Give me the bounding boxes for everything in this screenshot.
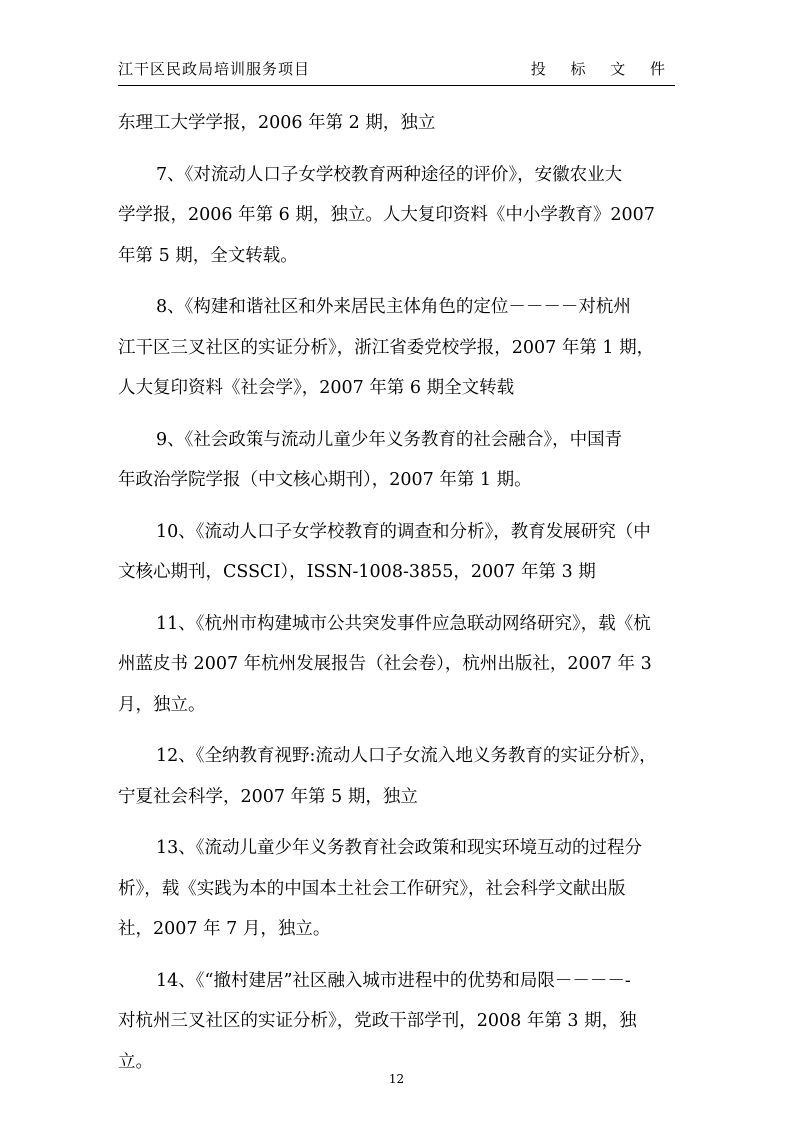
list-item xyxy=(118,961,675,1083)
list-item xyxy=(118,828,675,950)
item-line: 文核心期刊，CSSCI），ISSN-1008-3855，2007 年第 3 期 xyxy=(118,562,596,582)
item-line: 12、《全纳教育视野:流动人口子女流入地义务教育的实证分析》， xyxy=(156,746,657,766)
list-item xyxy=(118,736,675,817)
item-line: 析》，载《实践为本的中国本土社会工作研究》，社会科学文献出版 xyxy=(118,878,626,899)
list-item xyxy=(118,512,675,593)
page-number: 12 xyxy=(388,1072,405,1086)
item-line: 14、《“撤村建居”社区融入城市进程中的优势和局限－－－－- xyxy=(156,970,631,991)
list-item xyxy=(118,420,675,501)
list-item xyxy=(118,604,675,726)
list-item xyxy=(118,103,675,144)
item-line: 8、《构建和谐社区和外来居民主体角色的定位－－－－对杭州 xyxy=(156,297,631,317)
item-line: 年第 5 期，全文转载。 xyxy=(118,245,298,266)
item-line: 宁夏社会科学，2007 年第 5 期，独立 xyxy=(118,786,418,807)
item-line: 7、《对流动人口子女学校教育两种途径的评价》，安徽农业大 xyxy=(156,164,623,185)
item-line: 9、《社会政策与流动儿童少年义务教育的社会融合》，中国青 xyxy=(156,429,623,450)
item-line: 10、《流动人口子女学校教育的调查和分析》，教育发展研究（中 xyxy=(156,521,651,542)
item-line: 社，2007 年 7 月，独立。 xyxy=(118,919,331,939)
item-line: 立。 xyxy=(118,1051,153,1072)
item-line: 月，独立。 xyxy=(118,694,206,715)
item-line: 东理工大学学报，2006 年第 2 期，独立 xyxy=(118,113,436,133)
header-divider xyxy=(118,85,675,86)
publication-list xyxy=(118,103,675,1082)
item-line: 13、《流动儿童少年义务教育社会政策和现实环境互动的过程分 xyxy=(156,838,643,858)
list-item xyxy=(118,287,675,409)
item-line: 年政治学院学报（中文核心期刊），2007 年第 1 期。 xyxy=(118,470,532,490)
item-line: 州蓝皮书 2007 年杭州发展报告（社会卷），杭州出版社，2007 年 3 xyxy=(118,654,652,674)
page-header xyxy=(118,58,675,82)
item-line: 11、《杭州市构建城市公共突发事件应急联动网络研究》，载《杭 xyxy=(156,613,651,634)
document-type: 投 标 文 件 xyxy=(530,60,675,78)
list-item xyxy=(118,155,675,277)
item-line: 学学报，2006 年第 6 期，独立。人大复印资料《中小学教育》2007 xyxy=(118,205,655,225)
item-line: 对杭州三叉社区的实证分析》，党政干部学刊，2008 年第 3 期，独 xyxy=(118,1011,637,1031)
project-title: 江干区民政局培训服务项目 xyxy=(118,60,311,78)
item-line: 人大复印资料《社会学》，2007 年第 6 期全文转载 xyxy=(118,378,515,398)
item-line: 江干区三叉社区的实证分析》，浙江省委党校学报，2007 年第 1 期， xyxy=(118,337,655,358)
